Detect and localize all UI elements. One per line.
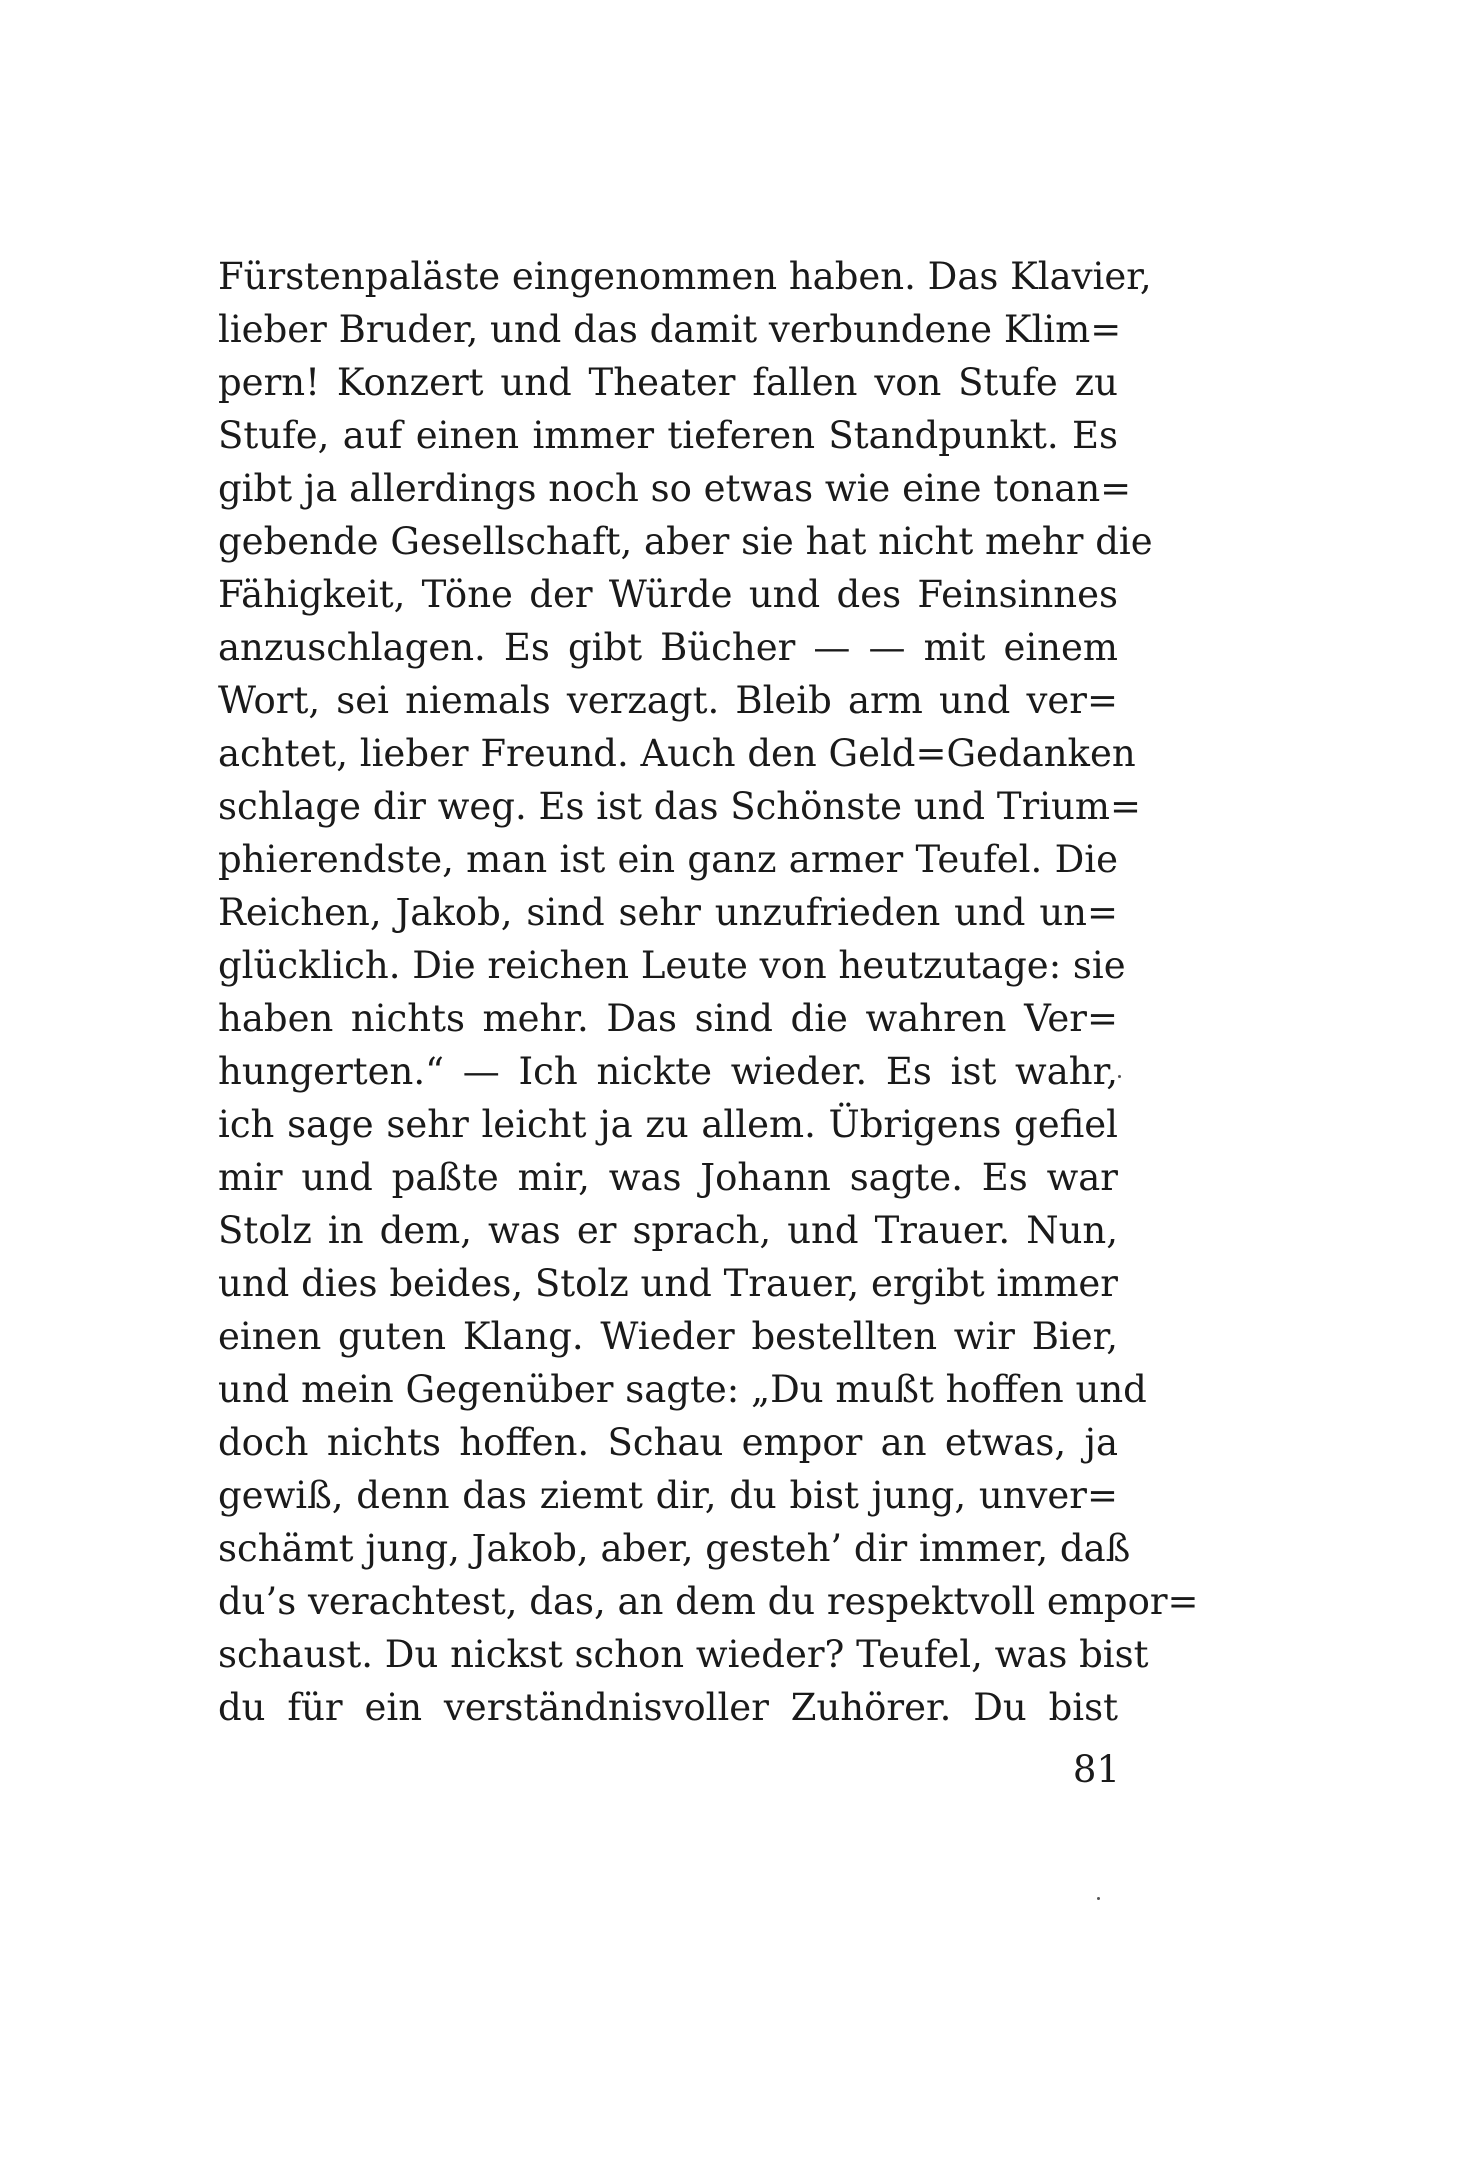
text-line: Reichen, Jakob, sind sehr unzufrieden und un= — [218, 891, 1118, 934]
text-line: Wort, sei niemals verzagt. Bleib arm und ver= — [218, 679, 1118, 722]
text-line: schämt jung, Jakob, aber, gesteh’ dir immer, daß — [218, 1527, 1131, 1570]
scan-speck — [1097, 1897, 1100, 1900]
text-line: gewiß, denn das ziemt dir, du bist jung, unver= — [218, 1474, 1118, 1517]
text-line: schlage dir weg. Es ist das Schönste und Trium= — [218, 785, 1141, 828]
text-line: phierendste, man ist ein ganz armer Teufel. Die — [218, 838, 1118, 881]
text-line: du’s verachtest, das, an dem du respektvoll empor= — [218, 1580, 1199, 1623]
text-line: gebende Gesellschaft, aber sie hat nicht mehr die — [218, 520, 1153, 563]
text-line: Stolz in dem, was er sprach, und Trauer. Nun, — [218, 1209, 1118, 1252]
text-line: einen guten Klang. Wieder bestellten wir Bier, — [218, 1315, 1118, 1358]
text-line: haben nichts mehr. Das sind die wahren Ver= — [218, 997, 1118, 1040]
text-line: ich sage sehr leicht ja zu allem. Übrigens gefiel — [218, 1103, 1118, 1146]
text-line: pern! Konzert und Theater fallen von Stufe zu — [218, 361, 1118, 404]
text-line: Fürstenpaläste eingenommen haben. Das Klavier, — [218, 255, 1152, 298]
page-number: 81 — [1072, 1748, 1120, 1791]
text-line: hungerten.“ — Ich nickte wieder. Es ist wahr, — [218, 1050, 1118, 1093]
scan-speck — [1118, 1075, 1121, 1078]
text-line: du für ein verständnisvoller Zuhörer. Du bist — [218, 1686, 1118, 1729]
text-line: gibt ja allerdings noch so etwas wie eine tonan= — [218, 467, 1132, 510]
text-line: und mein Gegenüber sagte: „Du mußt hoffen und — [218, 1368, 1147, 1411]
text-line: lieber Bruder, und das damit verbundene Klim= — [218, 308, 1122, 351]
text-line: Stufe, auf einen immer tieferen Standpunkt. Es — [218, 414, 1118, 457]
text-line: und dies beides, Stolz und Trauer, ergibt immer — [218, 1262, 1118, 1305]
text-line: Fähigkeit, Töne der Würde und des Feinsinnes — [218, 573, 1118, 616]
body-text — [218, 250, 1199, 1734]
text-line: glücklich. Die reichen Leute von heutzutage: sie — [218, 944, 1126, 987]
text-line: anzuschlagen. Es gibt Bücher — — mit einem — [218, 626, 1118, 669]
text-line: achtet, lieber Freund. Auch den Geld=Gedanken — [218, 732, 1136, 775]
text-line: schaust. Du nickst schon wieder? Teufel, was bist — [218, 1633, 1149, 1676]
text-line: mir und paßte mir, was Johann sagte. Es war — [218, 1156, 1118, 1199]
text-line: doch nichts hoffen. Schau empor an etwas, ja — [218, 1421, 1118, 1464]
